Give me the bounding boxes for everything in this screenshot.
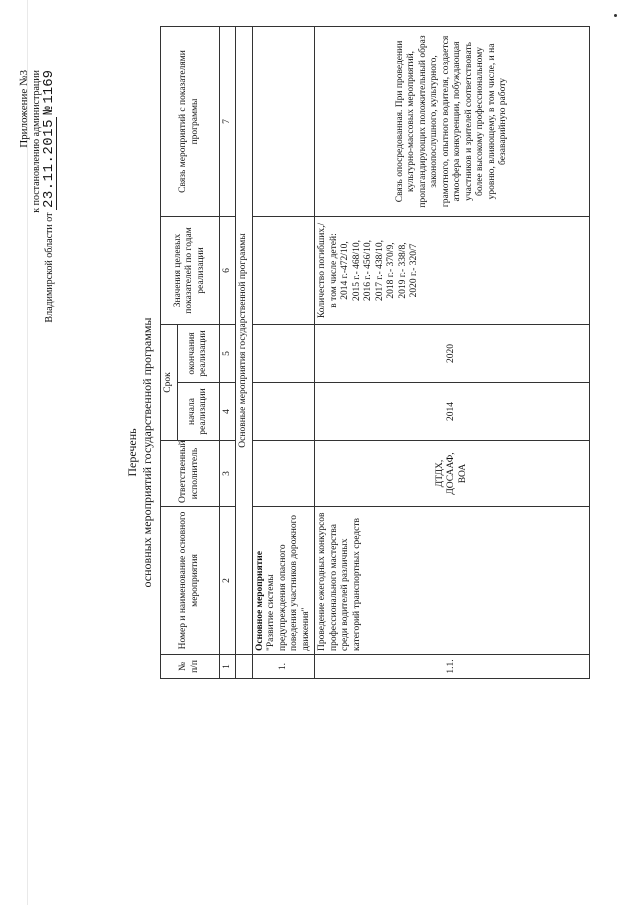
row-name: Проведение ежегодных конкурсов профессионального мастерства среди водителей различных категорий транспортных средств bbox=[317, 512, 362, 651]
section-spacer bbox=[236, 655, 253, 679]
row-name-cell bbox=[315, 507, 590, 655]
col-number-1: 1 bbox=[219, 655, 236, 679]
number-sign: № bbox=[41, 106, 57, 115]
col-number-4: 4 bbox=[219, 383, 236, 441]
row-end: 2020 bbox=[315, 324, 590, 382]
measures-table bbox=[160, 26, 590, 679]
region-prefix: Владимирской области от bbox=[44, 212, 55, 323]
row-name: "Развитие системы предупреждения опасного поведения участников дорожного движения" bbox=[266, 515, 311, 651]
section-row bbox=[236, 26, 253, 678]
table-header-row bbox=[161, 26, 178, 678]
indicator-heading: Количество погибших,/ в том числе детей: bbox=[317, 222, 339, 319]
header-name: Номер и наименование основного мероприятия bbox=[161, 507, 220, 655]
header-num: № п/п bbox=[161, 655, 220, 679]
row-indicators bbox=[252, 216, 315, 324]
page-subtitle: основных мероприятий государственной программы bbox=[140, 317, 154, 588]
header-executor: Ответственный исполнитель bbox=[161, 441, 220, 507]
indicator-line: 2014 г.-472/10, bbox=[340, 241, 350, 300]
header-indicators: Значения целевых показателей по годам реализации bbox=[161, 216, 220, 324]
column-number-row bbox=[219, 26, 236, 678]
row-num: 1. bbox=[252, 655, 315, 679]
row-executor bbox=[252, 441, 315, 507]
header-term-start: начала реализации bbox=[177, 383, 219, 441]
row-link: Связь опосредованная. При проведении культурно-массовых мероприятий, пропагандирующих положительный образ законопослушного, культурного, грамотного, опытного водителя, создается атмосфера конкуренции, побуждающая участников и зрителей соответствовать более высокому профессиональному уровню, влияющему, в том числе, и на безаварийную работу bbox=[315, 26, 590, 216]
header-term: Срок bbox=[161, 324, 178, 440]
col-number-6: 6 bbox=[219, 216, 236, 324]
col-number-3: 3 bbox=[219, 441, 236, 507]
col-number-5: 5 bbox=[219, 324, 236, 382]
row-indicators bbox=[315, 216, 590, 324]
col-number-7: 7 bbox=[219, 26, 236, 216]
page-title: Перечень bbox=[125, 428, 139, 477]
appendix-label: Приложение №3 bbox=[18, 70, 30, 148]
table-row bbox=[252, 26, 315, 678]
decree-date: 23.11.2015 bbox=[41, 119, 57, 209]
header-term-end: окончания реализации bbox=[177, 324, 219, 382]
row-start: 2014 bbox=[315, 383, 590, 441]
decree-date-line bbox=[42, 70, 57, 323]
table-row bbox=[315, 26, 590, 678]
row-num: 1.1. bbox=[315, 655, 590, 679]
indicator-line: 2020 г.- 320/7 bbox=[409, 243, 419, 298]
indicator-line: 2018 г.- 370/9, bbox=[386, 242, 396, 299]
indicator-line: 2019 г.- 338/8, bbox=[397, 242, 408, 299]
row-executor: ДТДХ, ДОСААФ, ВОА bbox=[315, 441, 590, 507]
row-name-cell bbox=[252, 507, 315, 655]
row-end bbox=[252, 324, 315, 382]
row-link bbox=[252, 26, 315, 216]
row-name-bold: Основное мероприятие bbox=[254, 551, 265, 651]
indicator-line: 2017 г.- 438/10, bbox=[374, 240, 385, 301]
row-start bbox=[252, 383, 315, 441]
decree-number: 1169 bbox=[41, 70, 57, 104]
col-number-2: 2 bbox=[219, 507, 236, 655]
indicator-line: 2016 г.- 456/10, bbox=[363, 240, 373, 301]
section-title: Основные мероприятия государственной программы bbox=[236, 26, 253, 654]
decree-line: к постановлению администрации bbox=[31, 70, 42, 213]
indicator-line: 2015 г.- 468/10, bbox=[351, 240, 362, 301]
header-link: Связь мероприятий с показателями программы bbox=[161, 26, 220, 216]
